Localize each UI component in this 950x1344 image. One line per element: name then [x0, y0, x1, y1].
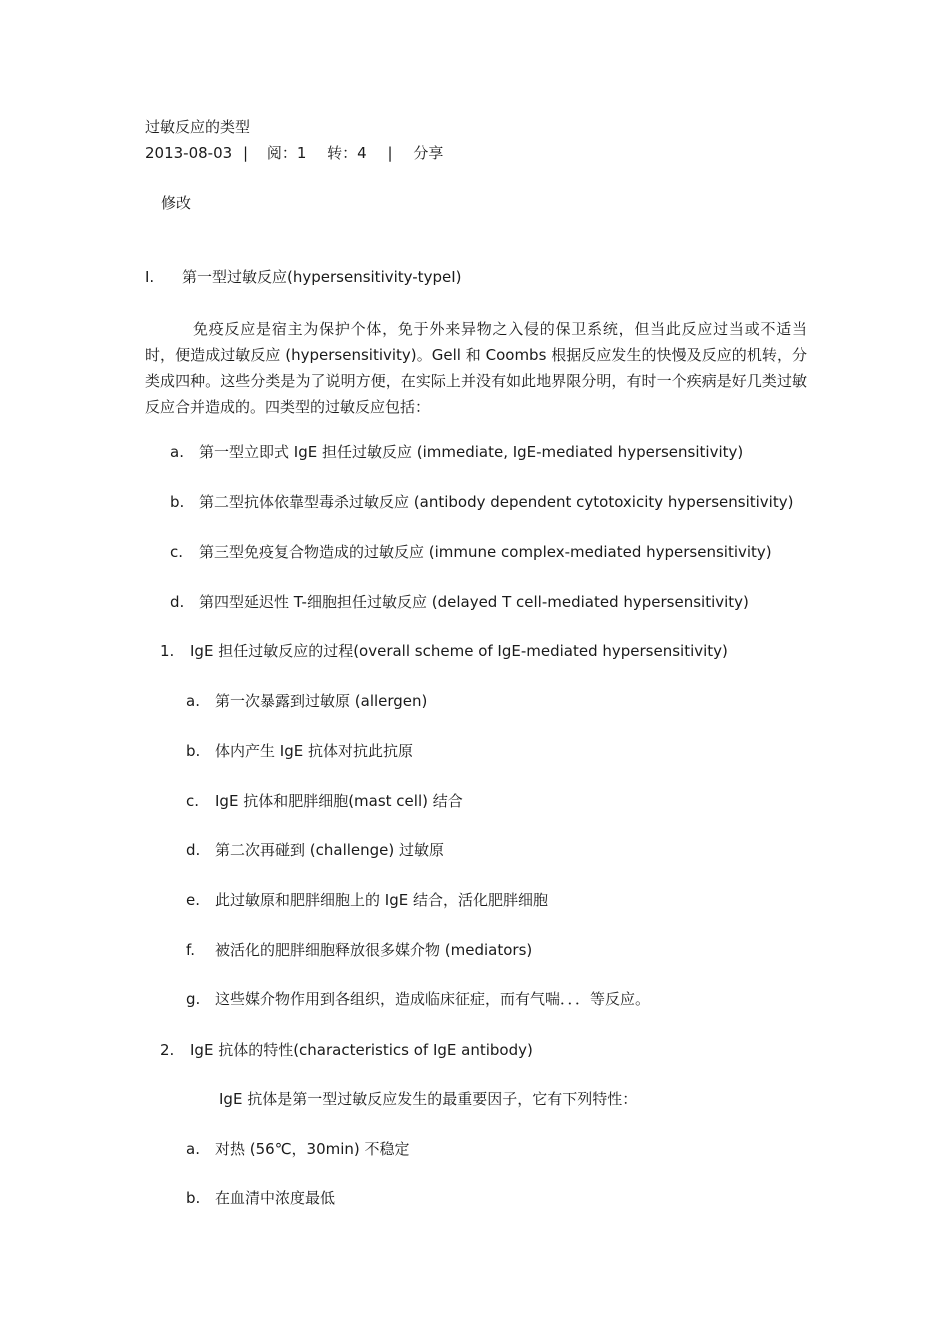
list-marker: f.	[186, 941, 195, 959]
list-item	[186, 691, 427, 711]
list-marker: b.	[170, 493, 185, 511]
list-text: 第二型抗体依靠型毒杀过敏反应 (antibody dependent cytotoxicity hypersensitivity)	[199, 493, 794, 511]
list-marker: b.	[186, 742, 201, 760]
edit-link[interactable]: 修改	[161, 194, 192, 212]
list-item	[170, 442, 743, 462]
list-text: 体内产生 IgE 抗体对抗此抗原	[215, 742, 413, 760]
post-date: 2013-08-03	[145, 144, 233, 162]
subsection-heading	[160, 1040, 533, 1060]
list-text: 在血清中浓度最低	[215, 1189, 336, 1207]
list-item	[186, 791, 463, 811]
list-text: 这些媒介物作用到各组织，造成临床征症，而有气喘．．．等反应。	[215, 990, 651, 1008]
list-text: 被活化的肥胖细胞释放很多媒介物 (mediators)	[215, 941, 533, 959]
meta-separator: |	[242, 144, 249, 162]
repost-count: 转：4	[327, 144, 367, 162]
list-text: 第三型免疫复合物造成的过敏反应 (immune complex-mediated hypersensitivity)	[199, 543, 772, 561]
list-marker: a.	[186, 692, 200, 710]
list-marker: e.	[186, 891, 200, 909]
list-marker: g.	[186, 990, 201, 1008]
list-item	[186, 741, 413, 761]
list-item	[170, 492, 793, 512]
list-item	[170, 592, 749, 612]
list-marker: d.	[170, 593, 185, 611]
list-text: 第二次再碰到 (challenge) 过敏原	[215, 841, 445, 859]
subsection-title: IgE 担任过敏反应的过程(overall scheme of IgE-mediated hypersensitivity)	[190, 642, 728, 660]
list-text: 第一次暴露到过敏原 (allergen)	[215, 692, 428, 710]
list-text: 此过敏原和肥胖细胞上的 IgE 结合，活化肥胖细胞	[215, 891, 548, 909]
share-link[interactable]: 分享	[413, 144, 444, 162]
subsection-number: 2.	[160, 1041, 175, 1059]
post-meta	[145, 143, 443, 163]
list-marker: d.	[186, 841, 201, 859]
list-text: IgE 抗体和肥胖细胞(mast cell) 结合	[215, 792, 463, 810]
list-marker: b.	[186, 1189, 201, 1207]
list-item	[186, 940, 532, 960]
list-marker: a.	[186, 1140, 200, 1158]
intro-paragraph: 免疫反应是宿主为保护个体，免于外来异物之入侵的保卫系统，但当此反应过当或不适当时，便造成过敏反应 (hypersensitivity)。Gell 和 Coombs 根据反应发生的快慢及反应的机转，分类成四种。这些分类是为了说明方便，在实际上并没有如此地界限分明，有时一个疾病是好几类过敏反应合并造成的。四类型的过敏反应包括：	[145, 320, 807, 416]
list-text: 第一型立即式 IgE 担任过敏反应 (immediate, IgE-mediated hypersensitivity)	[199, 443, 744, 461]
section-heading	[145, 267, 461, 287]
list-marker: c.	[170, 543, 184, 561]
list-item	[170, 542, 772, 562]
section-number: Ⅰ.	[145, 268, 155, 286]
list-item	[186, 989, 650, 1009]
list-item	[186, 840, 444, 860]
list-item	[186, 1188, 335, 1208]
list-text: 对热 (56℃，30min) 不稳定	[215, 1140, 410, 1158]
document-title: 过敏反应的类型	[145, 118, 251, 136]
subsection-number: 1.	[160, 642, 175, 660]
list-item	[186, 1139, 410, 1159]
characteristics-intro: IgE 抗体是第一型过敏反应发生的最重要因子，它有下列特性：	[219, 1090, 638, 1108]
list-item	[186, 890, 548, 910]
section-title: 第一型过敏反应(hypersensitivity-typeⅠ)	[182, 268, 462, 286]
subsection-title: IgE 抗体的特性(characteristics of IgE antibody)	[190, 1041, 533, 1059]
list-marker: c.	[186, 792, 200, 810]
subsection-heading	[160, 641, 728, 661]
meta-separator-2: |	[387, 144, 393, 162]
read-count: 阅：1	[266, 144, 307, 162]
list-text: 第四型延迟性 T-细胞担任过敏反应 (delayed T cell-mediated hypersensitivity)	[199, 593, 749, 611]
list-marker: a.	[170, 443, 184, 461]
